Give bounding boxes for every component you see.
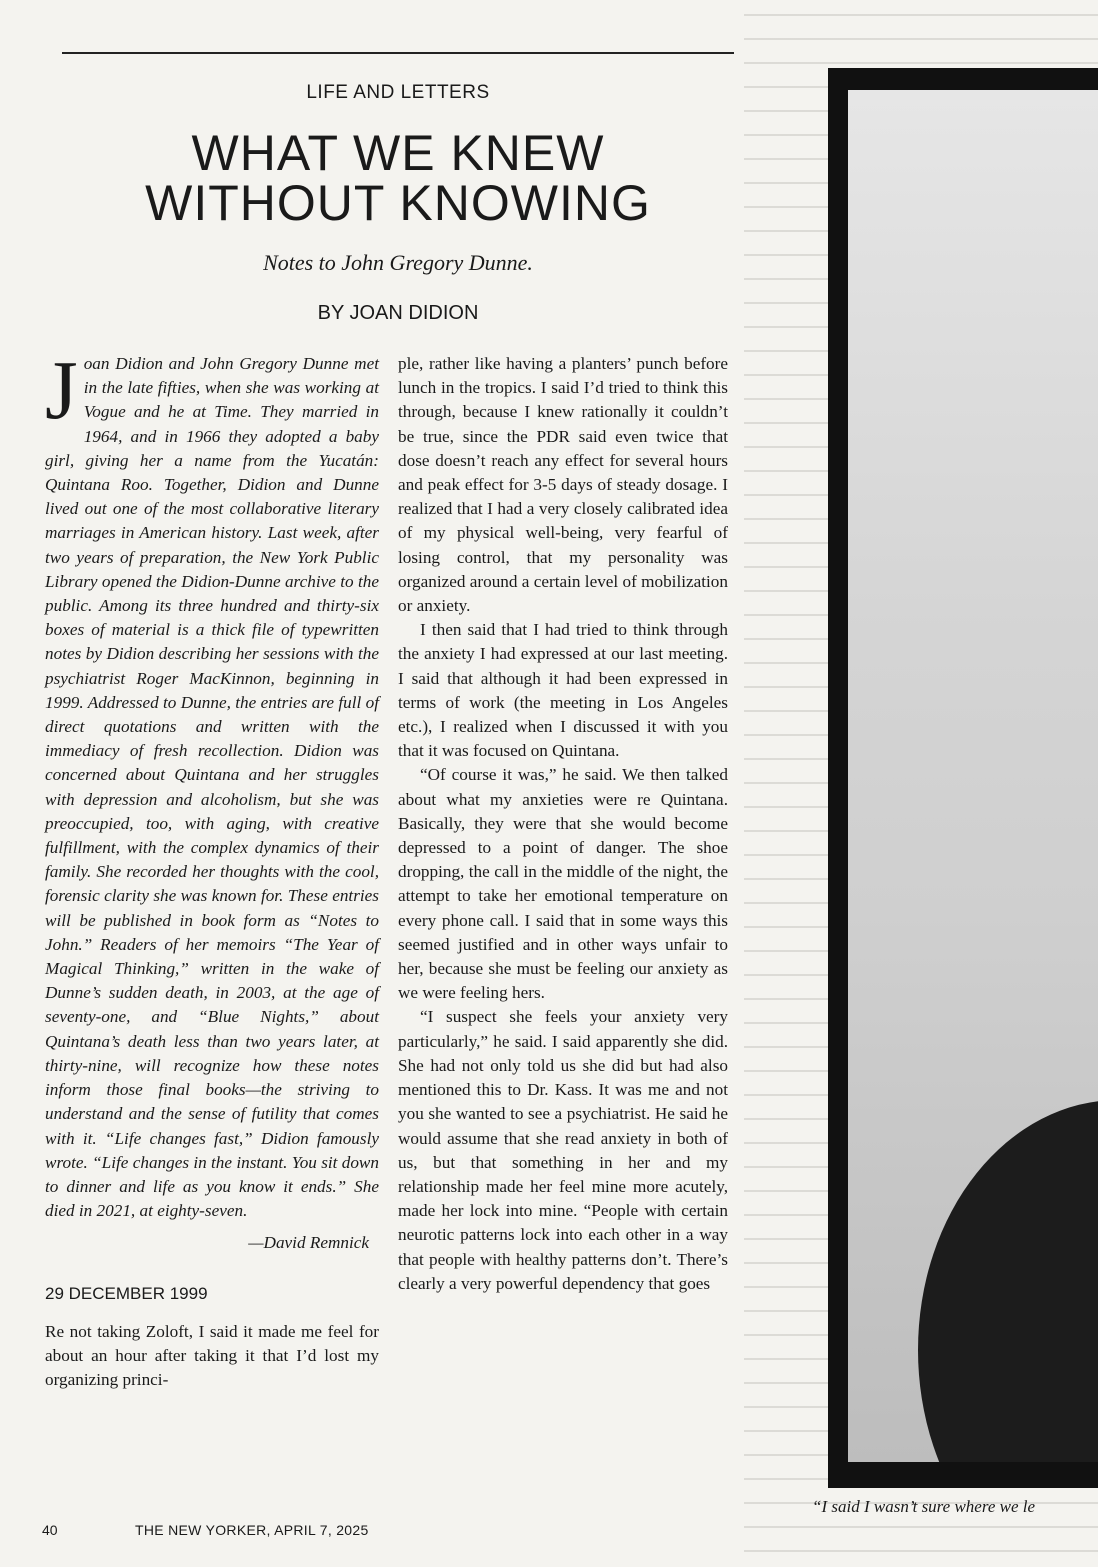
intro-text: oan Didion and John Gregory Dunne met in the late fifties, when she was working at Vogue and he at Time. They married in 1964, and in 1966 they adopted a baby girl, giving her a name from the Yucatán: Quintana Roo. Together, Didion and Dunne lived out one of the most collaborative literary marriages in American history. Last week, after two years of preparation, the New York Public Library opened the Didion-Dunne archive to the public. Among its three hundred and thirty-six boxes of material is a thick file of typewritten notes by Didion describing her sessions with the psychiatrist Roger MacKinnon, beginning in 1999. Addressed to Dunne, the entries are full of direct quotations and written with the immediacy of fresh recollection. Didion was concerned about Quintana and her struggles with depression and alcoholism, but she was preoccupied, too, with aging, with creative fulfillment, with the complex dynamics of their family. She recorded her thoughts with the cool, forensic clarity she was known for. These entries will be published in book form as “Notes to John.” Readers of her memoirs “The Year of Magical Thinking,” written in the wake of Dunne’s sudden death, in 2003, at the age of seventy-one, and “Blue Nights,” about Quintana’s death less than two years later, at thirty-nine, will recognize how these notes inform those final books—the striving to understand and the sense of futility that comes with it. “Life changes fast,” Didion famously wrote. “Life changes in the instant. You sit down to dinner and life as you know it ends.” She died in 2021, at eighty-seven. [45, 354, 379, 1221]
entry-dateline: 29 DECEMBER 1999 [45, 1283, 208, 1303]
dek: Notes to John Gregory Dunne. [263, 250, 533, 275]
body-paragraph: I then said that I had tried to think through the anxiety I had expressed at our last meeting. I said that although it had been expressed in terms of work (the meeting in Los Angeles etc.), I realized when I discussed it with you that it was focused on Quintana. [398, 620, 728, 761]
magazine-folio: THE NEW YORKER, APRIL 7, 2025 [135, 1522, 369, 1538]
intro-credit: —David Remnick [248, 1233, 369, 1253]
left-column [45, 344, 379, 1392]
intro-paragraph [45, 344, 379, 1223]
headline-line-2: WITHOUT KNOWING [145, 175, 651, 231]
drop-cap: J [45, 344, 78, 437]
portrait-photo [848, 90, 1098, 1462]
left-body-paragraph: Re not taking Zoloft, I said it made me feel for about an hour after taking it that I’d lost my organizing princi- [45, 1321, 379, 1390]
top-rule [62, 52, 734, 54]
page-number: 40 [42, 1522, 58, 1538]
body-paragraph: “Of course it was,” he said. We then talked about what my anxieties were re Quintana. Basically, they were that she would become depressed to a point of danger. The shoe dropping, the call in the middle of the night, the attempt to take her emotional temperature on every phone call. I said that in some ways this seemed justified and in other ways unfair to her, because she must be feeling our anxiety as we were feeling hers. [398, 765, 728, 1003]
byline: BY JOAN DIDION [317, 302, 479, 324]
section-kicker: LIFE AND LETTERS [306, 82, 490, 103]
photo-caption: “I said I wasn’t sure where we le [812, 1497, 1036, 1516]
headline-line-1: WHAT WE KNEW [191, 125, 605, 181]
body-paragraph: “I suspect she feels your anxiety very particularly,” he said. I said apparently she did. She had not only told us she did but had also mentioned this to Dr. Kass. It was me and not you she wanted to see a psychiatrist. He said he would assume that she read anxiety in both of us, but that something in her and my relationship made her feel mine more acutely, made her lock into mine. “People with certain neurotic patterns lock into each other in a way that people with healthy patterns don’t. There’s clearly a very powerful dependency that goes [398, 1007, 728, 1293]
headline [62, 125, 734, 231]
photo-subject-shoulder [918, 1100, 1098, 1462]
body-paragraph: ple, rather like having a planters’ punch before lunch in the tropics. I said I’d tried to think this through, because I knew rationally it couldn’t be true, since the PDR said even twice that dose doesn’t reach any effect for several hours and peak effect for 3-5 days of steady dosage. I realized that I had a very closely calibrated idea of my physical well-being, very fearful of losing control, that my personality was organized around a certain level of mobilization or anxiety. [398, 354, 728, 616]
right-column [398, 352, 728, 1296]
